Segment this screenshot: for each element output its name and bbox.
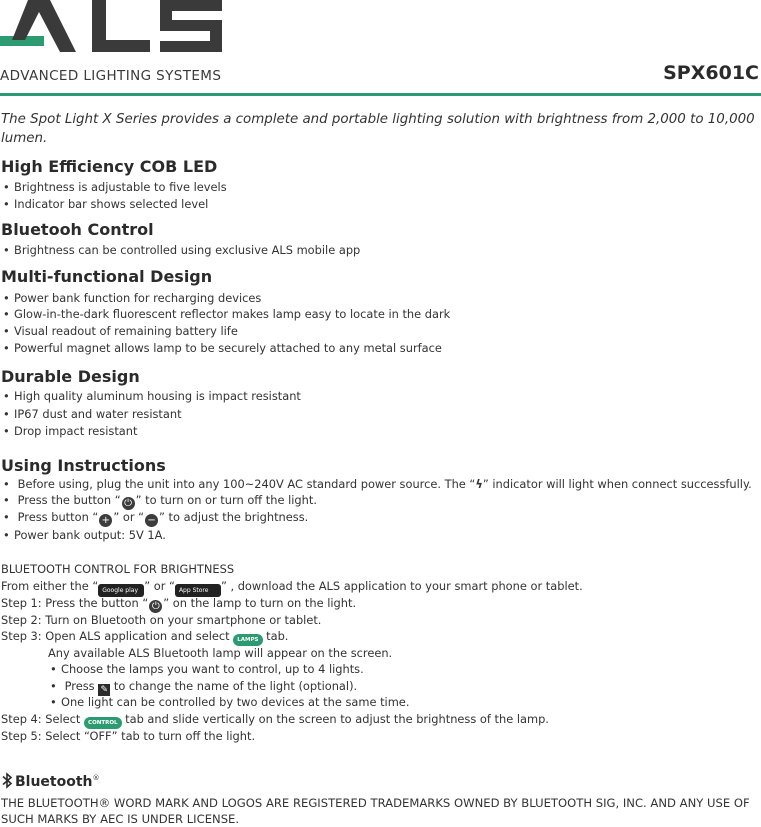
download-line (1, 579, 583, 597)
step-3-bullet: • Choose the lamps you want to control, up to 4 lights. (50, 662, 364, 676)
multi-bullet: • Glow-in-the-dark fluorescent reflector makes lamp easy to locate in the dark (3, 307, 450, 321)
instruction-bullet (3, 493, 317, 510)
step-4 (1, 712, 549, 729)
instruction-bullet: • Power bank output: 5V 1A. (3, 528, 166, 542)
download-text: From either the “ (1, 579, 99, 593)
step-text: tab. (262, 629, 289, 643)
als-logo (0, 0, 230, 58)
app-store-badge: App Store (175, 584, 221, 597)
instruction-text: Press button “ (17, 510, 99, 524)
step-text: to change the name of the light (optional). (110, 679, 358, 693)
registered-mark: ® (92, 774, 100, 782)
instruction-text: ” to turn on or turn off the light. (135, 493, 317, 507)
step-text: tab and slide vertically on the screen to adjust the brightness of the lamp. (121, 712, 549, 726)
control-tab-badge: CONTROL (84, 717, 121, 729)
power-icon: ⏻ (122, 497, 135, 510)
step-2: Step 2: Turn on Bluetooth on your smartphone or tablet. (1, 613, 322, 627)
bluetooth-icon (1, 772, 13, 789)
durable-bullet: • IP67 dust and water resistant (3, 407, 182, 421)
instruction-text: ” or “ (113, 510, 145, 524)
edit-icon: ✎ (98, 684, 110, 696)
bt-brightness-heading: BLUETOOTH CONTROL FOR BRIGHTNESS (1, 562, 235, 576)
download-text: ” , download the ALS application to your smart phone or tablet. (220, 579, 583, 593)
multi-bullet: • Powerful magnet allows lamp to be securely attached to any metal surface (3, 341, 442, 355)
durable-bullet: • High quality aluminum housing is impact resistant (3, 389, 301, 403)
multi-bullet: • Visual readout of remaining battery life (3, 324, 238, 338)
google-play-badge: Google play (98, 584, 144, 597)
heading-bluetooth-control: Bluetooh Control (1, 220, 154, 239)
cob-bullet: • Indicator bar shows selected level (3, 197, 208, 211)
heading-cob-led: High Efficiency COB LED (1, 157, 218, 176)
heading-instructions: Using Instructions (1, 456, 166, 475)
bluetooth-wordmark: Bluetooth (15, 774, 93, 790)
instruction-text: ” indicator will light when connect successfully. (482, 477, 752, 491)
power-icon: ⏻ (149, 600, 162, 613)
charge-bolt-icon: ϟ (475, 477, 483, 491)
plus-icon: + (99, 514, 112, 527)
intro-text: The Spot Light X Series provides a complete and portable lighting solution with brightness from 2,000 to 10,000 lumen. (1, 112, 755, 146)
step-3 (1, 629, 288, 646)
step-3-bullet: • One light can be controlled by two devices at the same time. (50, 695, 409, 709)
bt-bullet: • Brightness can be controlled using exclusive ALS mobile app (3, 243, 360, 257)
instruction-text: ” to adjust the brightness. (159, 510, 309, 524)
model-number: SPX601C (663, 62, 759, 84)
brand-name: ADVANCED LIGHTING SYSTEMS (0, 68, 222, 84)
trademark-notice: THE BLUETOOTH® WORD MARK AND LOGOS ARE REGISTERED TRADEMARKS OWNED BY BLUETOOTH SIG, INC. AND ANY USE OF SUCH MARKS BY AEC IS UNDER LICENSE. (1, 796, 750, 826)
step-text: Step 4: Select (1, 712, 85, 726)
step-5: Step 5: Select “OFF” tab to turn off the light. (1, 729, 256, 743)
step-text: Step 1: Press the button “ (1, 596, 149, 610)
instruction-text: Press the button “ (17, 493, 121, 507)
header-divider (0, 93, 761, 96)
download-text: ” or “ (144, 579, 175, 593)
heading-durable: Durable Design (1, 367, 140, 386)
step-text: ” on the lamp to turn on the light. (163, 596, 357, 610)
step-1 (1, 596, 356, 613)
step-text: Step 3: Open ALS application and select (1, 629, 234, 643)
heading-multifunctional: Multi-functional Design (1, 267, 213, 286)
lamps-tab-badge: LAMPS (233, 634, 262, 646)
step-text: Press (64, 679, 99, 693)
step-3-bullet (50, 679, 357, 696)
cob-bullet: • Brightness is adjustable to five levels (3, 180, 227, 194)
durable-bullet: • Drop impact resistant (3, 424, 137, 438)
instruction-bullet (3, 510, 308, 527)
instruction-bullet (3, 477, 752, 491)
multi-bullet: • Power bank function for recharging devices (3, 291, 261, 305)
minus-icon: − (145, 514, 158, 527)
bluetooth-logo (1, 771, 100, 789)
step-3-subtext: Any available ALS Bluetooth lamp will appear on the screen. (48, 646, 393, 660)
instruction-text: Before using, plug the unit into any 100~240V AC standard power source. The “ (17, 477, 476, 491)
